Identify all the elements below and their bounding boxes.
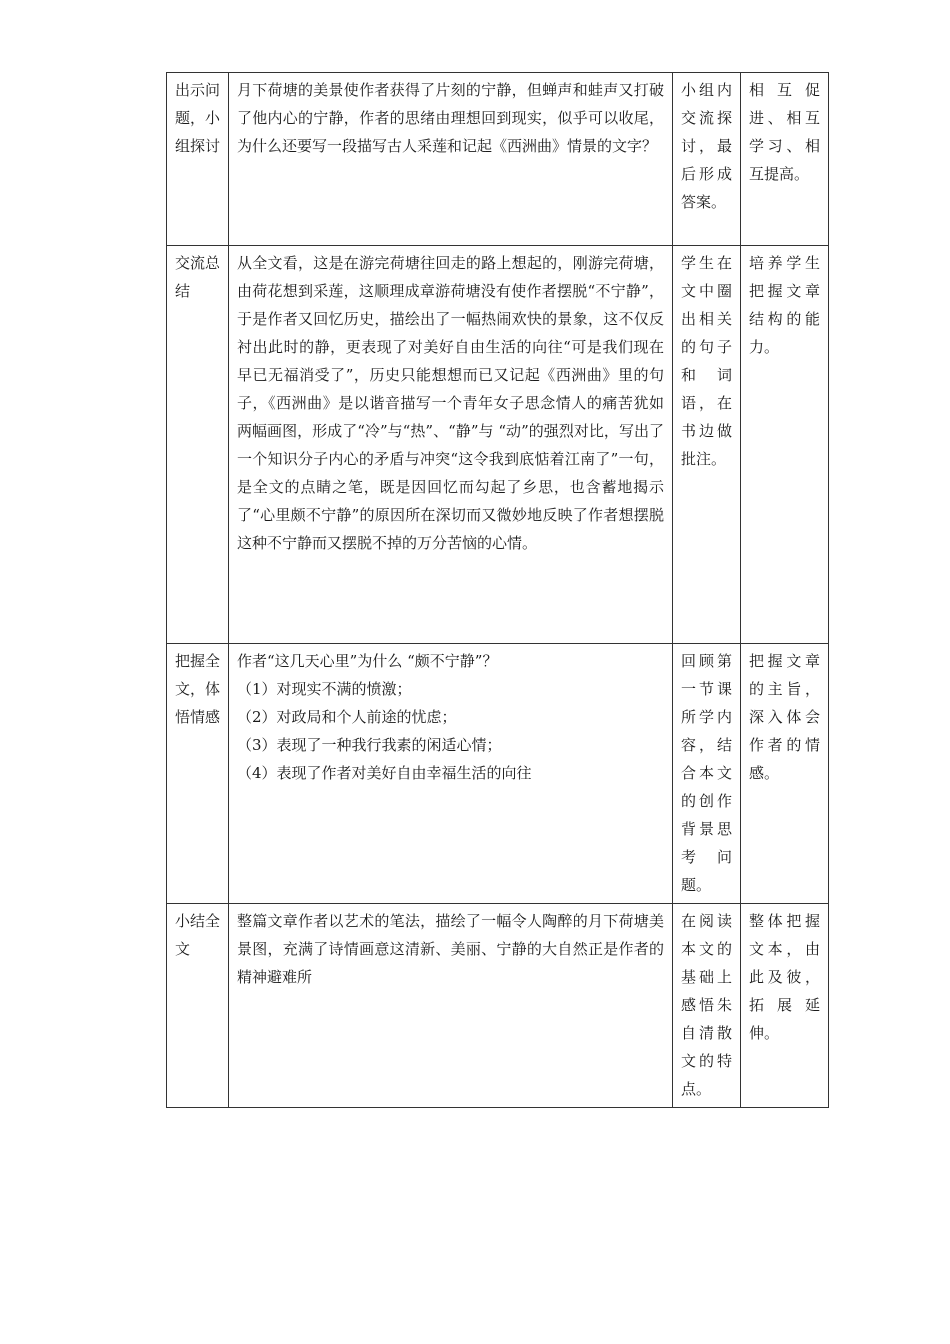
design-intent-cell: 培养学生把握文章结构的能力。 <box>741 246 829 644</box>
table-row <box>167 73 829 246</box>
table-row <box>167 246 829 644</box>
student-activity-cell: 学生在文中圈出相关的句子和 词语，在书边做批注。 <box>673 246 741 644</box>
stage-cell <box>167 644 229 904</box>
content-cell: 月下荷塘的美景使作者获得了片刻的宁静，但蝉声和蛙声又打破了他内心的宁静，作者的思绪由理想回到现实，似乎可以收尾，为什么还要写一段描写古人采莲和记起《西洲曲》情景的文字？ <box>229 73 673 246</box>
stage-text: 小结全文 <box>175 912 221 958</box>
document-page <box>166 72 828 1108</box>
stage-text: 把握全文，体悟情感 <box>175 652 221 726</box>
table-row <box>167 644 829 904</box>
stage-text: 出示问题，小组探讨 <box>175 81 221 155</box>
content-cell: 从全文看，这是在游完荷塘往回走的路上想起的，刚游完荷塘，由荷花想到采莲，这顺理成章游荷塘没有使作者摆脱“不宁静”，于是作者又回忆历史，描绘出了一幅热闹欢快的景象，这不仅反衬出此时的静，更表现了对美好自由生活的向往“可是我们现在早已无福消受了”，历史只能想想而已又记起《西洲曲》里的句子，《西洲曲》是以谐音描写一个青年女子思念情人的痛苦犹如两幅画图，形成了“冷”与“热”、“静”与 “动”的强烈对比，写出了一个知识分子内心的矛盾与冲突“这令我到底惦着江南了”一句，是全文的点睛之笔，既是因回忆而勾起了乡思，也含蓄地揭示了“心里颇不宁静”的原因所在深切而又微妙地反映了作者想摆脱这种不宁静而又摆脱不掉的万分苦恼的心情。 <box>229 246 673 644</box>
list-item: （4）表现了作者对美好自由幸福生活的向往 <box>237 764 532 782</box>
question-text: 作者“这几天心里”为什么 “颇不宁静”？ <box>237 652 498 670</box>
student-activity-cell: 在阅读本文的基础上感悟朱自清散文的特点。 <box>673 904 741 1108</box>
content-cell <box>229 644 673 904</box>
lesson-plan-table <box>166 72 829 1108</box>
content-cell: 整篇文章作者以艺术的笔法，描绘了一幅令人陶醉的月下荷塘美景图，充满了诗情画意这清新、美丽、宁静的大自然正是作者的精神避难所 <box>229 904 673 1108</box>
design-intent-cell: 整体把握文本，由此及彼，拓展延伸。 <box>741 904 829 1108</box>
stage-cell <box>167 904 229 1108</box>
list-item: （1）对现实不满的愤激； <box>237 680 412 698</box>
student-activity-cell: 小组内交流探讨，最后形成答案。 <box>673 73 741 246</box>
design-intent-cell: 相互促进、相互学习、相互提高。 <box>741 73 829 246</box>
stage-text: 交流总结 <box>175 254 221 300</box>
list-item: （2）对政局和个人前途的忧虑； <box>237 708 457 726</box>
design-intent-cell: 把握文章的主旨，深入体会作者的情感。 <box>741 644 829 904</box>
table-row <box>167 904 829 1108</box>
stage-cell <box>167 246 229 644</box>
list-item: （3）表现了一种我行我素的闲适心情； <box>237 736 502 754</box>
stage-cell <box>167 73 229 246</box>
student-activity-cell: 回顾第一节课所学内容，结合本文的创作背景思考 问 题。 <box>673 644 741 904</box>
